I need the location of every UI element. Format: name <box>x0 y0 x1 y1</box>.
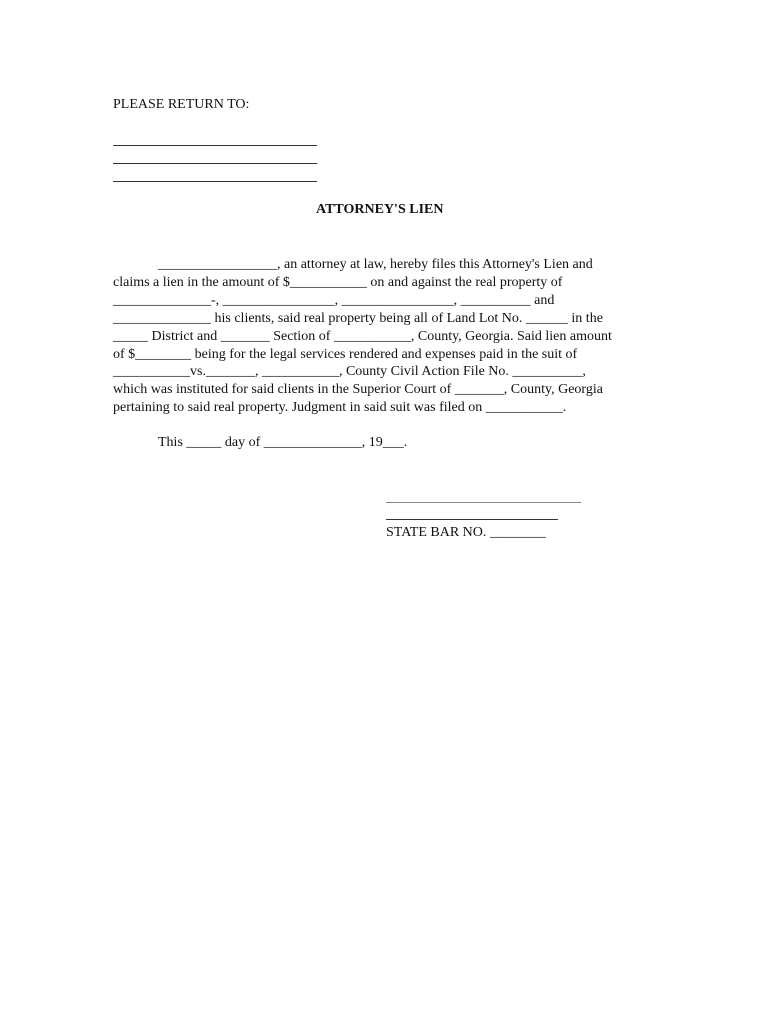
body-line-9: pertaining to said real property. Judgment in said suit was filed on ___________. <box>113 400 567 415</box>
body-line-2: claims a lien in the amount of $___________ on and against the real property of <box>113 275 563 290</box>
body-line-4: ______________ his clients, said real property being all of Land Lot No. ______ in the <box>113 311 603 326</box>
return-to-label: PLEASE RETURN TO: <box>113 97 250 112</box>
body-line-1: _________________, an attorney at law, hereby files this Attorney's Lien and <box>158 257 593 272</box>
attorney-name-line <box>386 519 558 520</box>
return-address-line-1 <box>113 145 317 146</box>
state-bar-label: STATE BAR NO. ________ <box>386 525 546 540</box>
body-line-8: which was instituted for said clients in the Superior Court of _______, County, Georgia <box>113 382 603 397</box>
date-line: This _____ day of ______________, 19___. <box>158 435 408 450</box>
body-line-3: ______________-, ________________, ________________, __________ and <box>113 293 555 308</box>
body-line-5: _____ District and _______ Section of ___________, County, Georgia. Said lien amount <box>113 329 612 344</box>
signature-line <box>386 502 581 503</box>
body-line-6: of $________ being for the legal services rendered and expenses paid in the suit of <box>113 347 578 362</box>
return-address-line-2 <box>113 163 317 164</box>
document-title: ATTORNEY'S LIEN <box>316 202 444 217</box>
return-address-line-3 <box>113 181 317 182</box>
body-line-7: ___________vs._______, ___________, County Civil Action File No. __________, <box>113 364 586 379</box>
